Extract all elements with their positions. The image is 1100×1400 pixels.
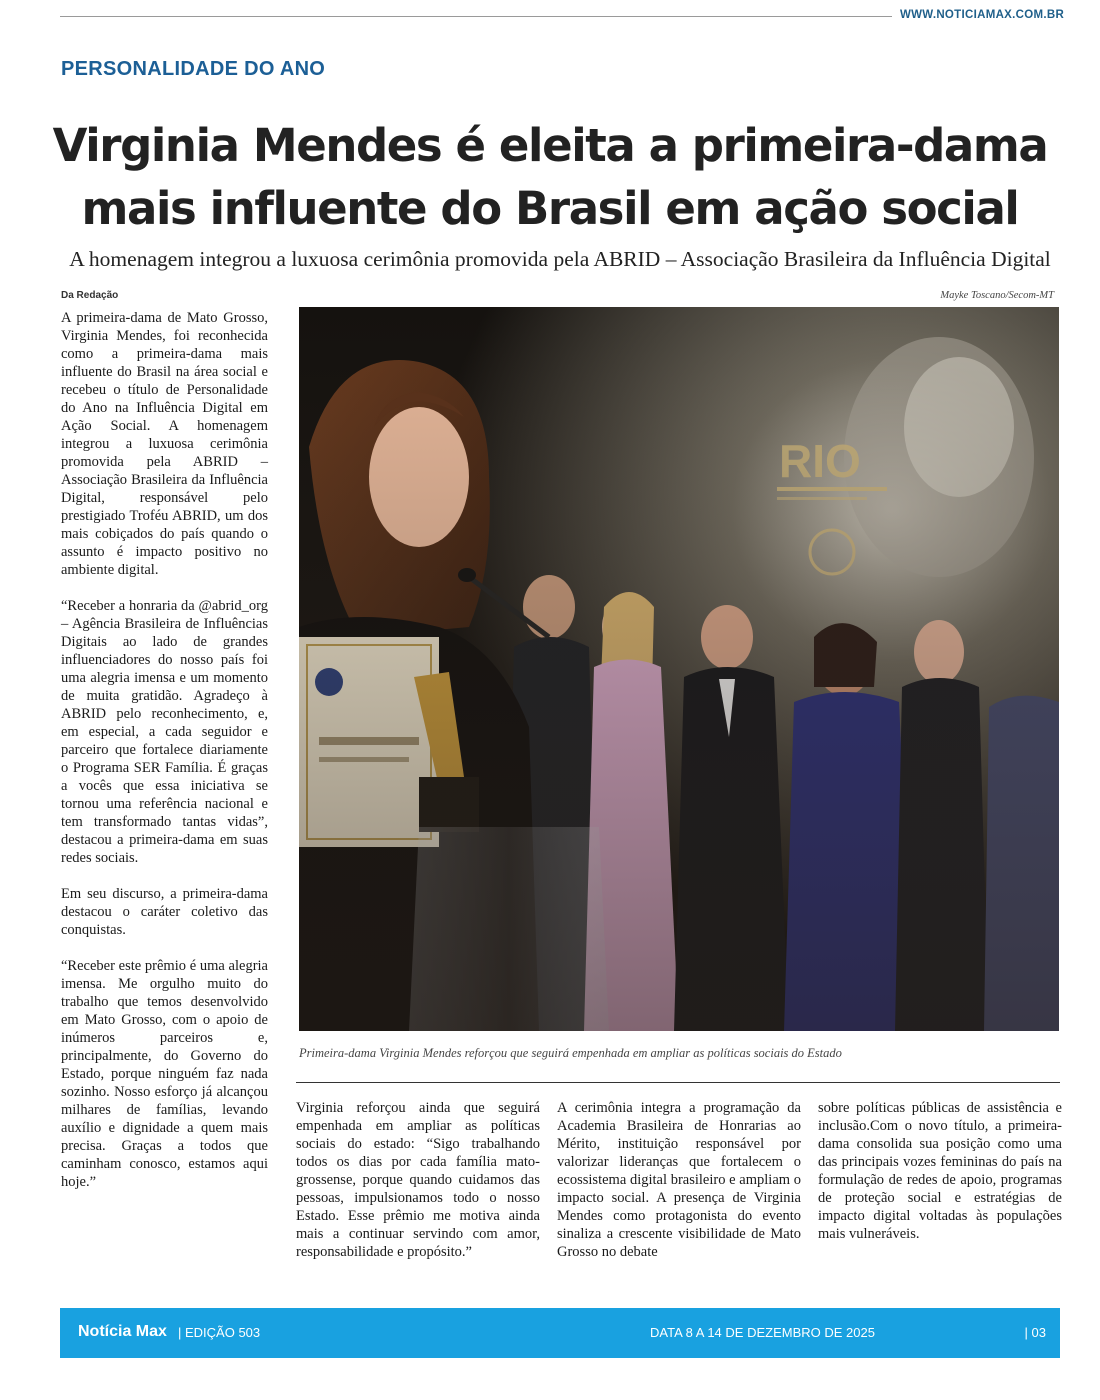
footer-page-number: | 03 [1024, 1325, 1046, 1340]
paragraph: “Receber este prêmio é uma alegria imensa. Me orgulho muito do trabalho que temos desenvolvido em Mato Grosso, com o apoio de inúmeros parceiros e, principalmente, do Governo do Estado, porque ninguém faz nada sozinho. Nosso esforço já alcançou milhares de famílias, levando auxílio e dignidade a quem mais precisa. Graças a todos que caminham conosco, estamos aqui hoje.” [61, 958, 268, 1190]
photo-credit: Mayke Toscano/Secom-MT [940, 290, 1054, 301]
divider [296, 1082, 1060, 1083]
footer-bar [60, 1308, 1060, 1358]
article-column-3: A cerimônia integra a programação da Academia Brasileira de Honrarias ao Mérito, instituição responsável por valorizar lideranças que fortalecem o ecossistema digital brasileiro e ampliam o impacto social. A presença de Virginia Mendes como protagonista do evento sinaliza a crescente visibilidade de Mato Grosso no debate [557, 1100, 801, 1260]
article-column-1 [61, 309, 268, 1209]
headline [40, 114, 1060, 240]
section-label: PERSONALIDADE DO ANO [61, 58, 326, 80]
subheadline: A homenagem integrou a luxuosa cerimônia promovida pela ABRID – Associação Brasileira da Influência Digital [69, 247, 1051, 271]
article-column-2: Virginia reforçou ainda que seguirá empenhada em ampliar as políticas sociais do estado: “Sigo trabalhando todos os dias por cada família mato-grossense, porque quando cuidamos das pessoas, impulsionamos todo o nosso Estado. Esse prêmio me motiva ainda mais a continuar servindo com amor, responsabilidade e propósito.” [296, 1100, 540, 1260]
footer-edition: | EDIÇÃO 503 [178, 1325, 261, 1340]
photo-illustration [299, 307, 1059, 1031]
top-rule [60, 16, 892, 17]
photo-caption: Primeira-dama Virginia Mendes reforçou que seguirá empenhada em ampliar as políticas sociais do Estado [299, 1046, 842, 1060]
footer-brand: Notícia Max [78, 1323, 167, 1340]
byline: Da Redação [61, 290, 119, 301]
headline-line-2: mais influente do Brasil em ação social [81, 182, 1019, 235]
headline-line-1: Virginia Mendes é eleita a primeira-dama [52, 119, 1048, 172]
event-photo [299, 307, 1059, 1031]
site-url[interactable]: WWW.NOTICIAMAX.COM.BR [900, 9, 1065, 21]
paragraph: A primeira-dama de Mato Grosso, Virginia Mendes, foi reconhecida como a primeira-dama mais influente do Brasil na área social e recebeu o título de Personalidade do Ano na Influência Digital em Ação Social. A homenagem integrou a luxuosa cerimônia promovida pela ABRID – Associação Brasileira da Influência Digital, responsável pelo prestigiado Troféu ABRID, um dos mais cobiçados do país quando o assunto é impacto positivo no ambiente digital. [61, 310, 268, 578]
article-column-4: sobre políticas públicas de assistência e inclusão.Com o novo título, a primeira-dama consolida sua posição como uma das principais vozes femininas do país na formulação de redes de apoio, programas de proteção social e estratégias de impacto digital voltadas às populações mais vulneráveis. [818, 1100, 1062, 1242]
paragraph: Em seu discurso, a primeira-dama destacou o caráter coletivo das conquistas. [61, 886, 268, 938]
footer-date: DATA 8 A 14 DE DEZEMBRO DE 2025 [650, 1325, 875, 1340]
paragraph: “Receber a honraria da @abrid_org – Agência Brasileira de Influências Digitais ao lado de grandes influenciadores do nosso país foi uma alegria imensa e um momento de muita gratidão. Agradeço à ABRID pelo reconhecimento, e, em especial, a cada seguidor e parceiro que fortalece diariamente o Programa SER Família. É graças a vocês que essa iniciativa se tornou uma referência nacional e tem transformado tantas vidas”, destacou a primeira-dama em suas redes sociais. [61, 598, 268, 866]
